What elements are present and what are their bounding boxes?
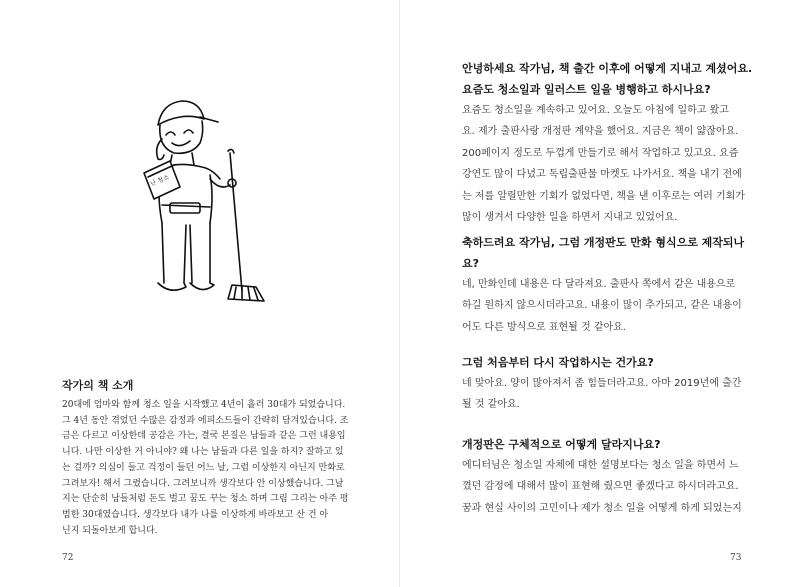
qa-block-3 [462,352,762,416]
page-number-right: 73 [730,553,742,563]
interview-answer [462,455,762,519]
answer-line: 어도 다른 방식으로 표현될 것 같아요. [462,321,626,333]
intro-line: 금은 다르고 이상한데 공감은 가는, 결국 본질은 남들과 같은 그런 내용입 [62,431,346,442]
answer-line: 많이 생겨서 다양한 일을 하면서 지내고 있었어요. [462,212,678,224]
answer-line: 네 맞아요. 양이 많아져서 좀 힘들더라고요. 아마 2019년에 출간 [462,378,742,389]
intro-line: 지는 단순히 남들처럼 돈도 벌고 꿈도 꾸는 청소 하며 그림 그리는 아주 평 [62,494,349,505]
page-number-left: 72 [62,553,74,563]
answer-line: 200페이지 정도로 두껍게 만들기로 해서 작업하고 있고요. 요즘 [462,147,739,159]
answer-line: 에디터님은 청소일 자체에 대한 설명보다는 청소 일을 하면서 느 [462,460,739,471]
qa-block-1 [462,58,762,228]
question-line: 축하드려요 작가님, 그럼 개정판도 만화 형식으로 제작되나 [462,236,745,249]
intro-line: 20대에 엄마와 함께 청소 일을 시작했고 4년이 흘러 30대가 되었습니다. [62,400,346,410]
answer-line: 강연도 많이 다녔고 독립출판물 마켓도 나가서요. 책을 내기 전에 [462,169,742,181]
answer-line: 하길 원하지 않으시더라고요. 내용이 많이 추가되고, 같은 내용이 [462,300,742,312]
interview-answer [462,100,762,228]
interview-question [462,352,762,373]
cleaning-worker-illustration [140,95,270,305]
book-label: 난 청소 [149,173,170,188]
interview-answer [462,274,762,338]
intro-line: 그려보자! 해서 그렸습니다. 그려보니까 생각보다 안 이상했습니다. 그날 [62,478,344,489]
interview-question [462,232,762,274]
answer-line: 요. 제가 출판사랑 개정판 계약을 했어요. 지금은 책이 얇잖아요. [462,126,739,138]
question-line: 개정판은 구체적으로 어떻게 달라지나요? [462,438,661,451]
question-line: 요? [462,257,480,270]
book-intro-body [62,398,349,539]
answer-line: 요즘도 청소일을 계속하고 있어요. 오늘도 아침에 일하고 왔고 [462,105,729,116]
intro-line: 범한 30대였습니다. 생각보다 내가 나를 이상하게 바라보고 산 건 아 [62,509,329,520]
answer-line: 네, 만화인데 내용은 다 달라져요. 출판사 쪽에서 같은 내용으로 [462,279,736,290]
interview-answer [462,373,762,416]
question-line: 요즘도 청소일과 일러스트 일을 병행하고 하시나요? [462,83,711,96]
question-line: 그럼 처음부터 다시 작업하시는 건가요? [462,356,654,369]
qa-block-4 [462,434,762,519]
qa-block-2 [462,232,762,338]
answer-line: 꼈던 감정에 대해서 많이 표현해 줬으면 좋겠다고 하시더라고요. [462,481,739,493]
interview-question [462,58,762,100]
intro-line: 닌지 되돌아보게 합니다. [62,525,158,536]
answer-line: 는 저를 알릴만한 기회가 없었다면, 책을 낸 이후로는 여러 기회가 [462,190,745,202]
answer-line: 될 것 같아요. [462,399,520,411]
book-intro-title: 작가의 책 소개 [62,379,134,392]
intro-line: 그 4년 동안 겪었던 수많은 감정과 에피소드들이 간략히 담겨있습니다. 조 [62,415,349,426]
answer-line: 꿈과 현실 사이의 고민이나 제가 청소 일을 어떻게 하게 되었는지 [462,502,742,514]
question-line: 안녕하세요 작가님, 책 출간 이후에 어떻게 지내고 계셨어요. [462,62,753,75]
intro-line: 니다. 나만 이상한 거 아니야? 왜 나는 남들과 다른 일을 하지? 잘하고 있 [62,447,344,458]
intro-line: 는 걸까? 의심이 들고 걱정이 들던 어느 날, 그럼 이상한지 아닌지 만화로 [62,462,345,473]
interview-question [462,434,762,455]
